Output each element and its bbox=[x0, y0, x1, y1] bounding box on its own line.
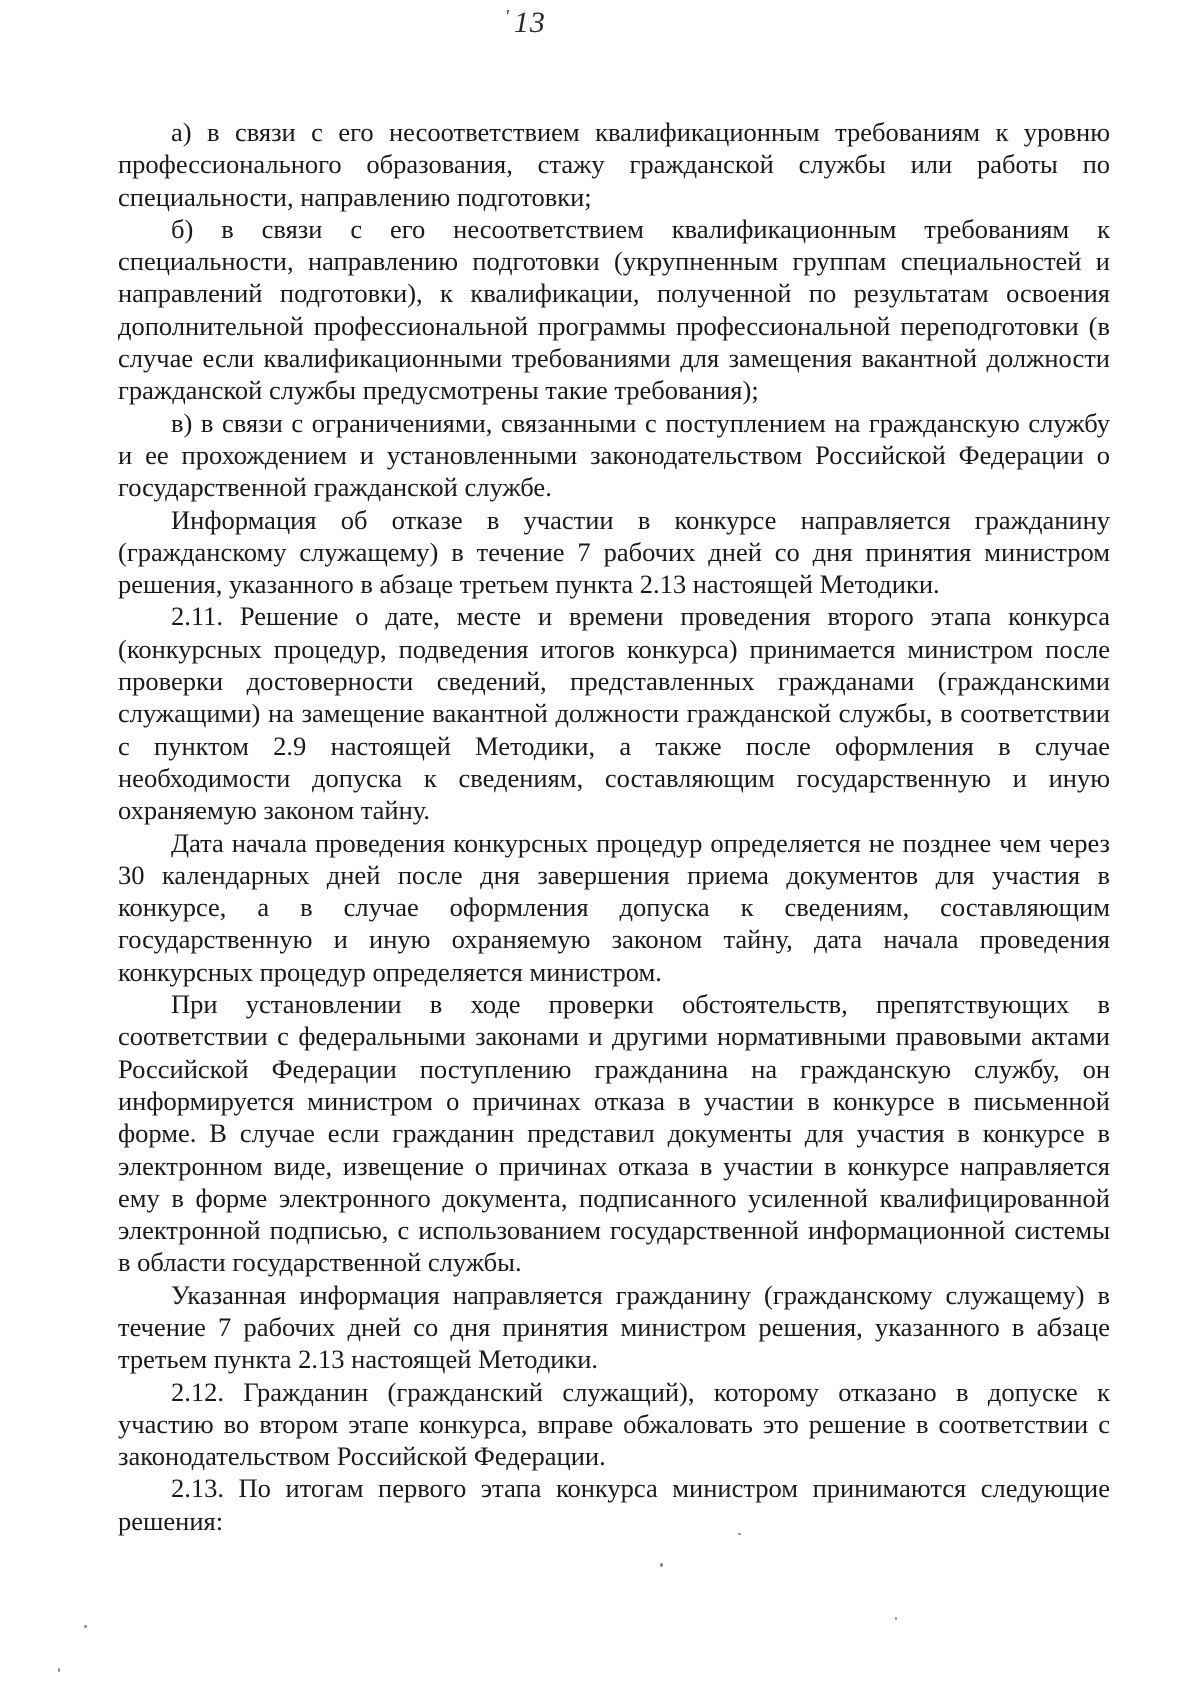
scan-speck bbox=[738, 1533, 741, 1535]
paragraph-refusal-info: Информация об отказе в участии в конкурсе направляется гражданину (гражданскому служащему) в течение 7 рабочих дней со дня принятия министром решения, указанного в абзаце третьем пункта 2.13 настоящей Методики. bbox=[118, 504, 1110, 600]
document-body bbox=[118, 116, 1110, 1537]
scan-speck bbox=[660, 1563, 663, 1567]
page-number bbox=[505, 6, 546, 40]
paragraph-info-sent: Указанная информация направляется гражданину (гражданскому служащему) в течение 7 рабочих дней со дня принятия министром решения, указанного в абзаце третьем пункта 2.13 настоящей Методики. bbox=[118, 1279, 1110, 1375]
scan-speck bbox=[58, 1668, 60, 1672]
paragraph-2-12: 2.12. Гражданин (гражданский служащий), которому отказано в допуске к участию во втором этапе конкурса, вправе обжаловать это решение в соответствии с законодательством Российской Федерации. bbox=[118, 1376, 1110, 1472]
paragraph-b: б) в связи с его несоответствием квалификационным требованиям к специальности, направлению подготовки (укрупненным группам специальностей и направлений подготовки), к квалификации, полученной по результатам освоения дополнительной профессиональной программы профессиональной переподготовки (в случае если квалификационными требованиями для замещения вакантной должности гражданской службы предусмотрены такие требования); bbox=[118, 213, 1110, 406]
paragraph-circumstances: При установлении в ходе проверки обстоятельств, препятствующих в соответствии с федеральными законами и другими нормативными правовыми актами Российской Федерации поступлению гражданина на гражданскую службу, он информируется министром о причинах отказа в участии в конкурсе в письменной форме. В случае если гражданин представил документы для участия в конкурсе в электронном виде, извещение о причинах отказа в участии в конкурсе направляется ему в форме электронного документа, подписанного усиленной квалифицированной электронной подписью, с использованием государственной информационной системы в области государственной службы. bbox=[118, 989, 1110, 1278]
paragraph-start-date: Дата начала проведения конкурсных процедур определяется не позднее чем через 30 календарных дней после дня завершения приема документов для участия в конкурсе, а в случае оформления допуска к сведениям, составляющим государственную и иную охраняемую законом тайну, дата начала проведения конкурсных процедур определяется министром. bbox=[118, 827, 1110, 987]
scan-speck bbox=[84, 1625, 87, 1628]
page-number-value: 13 bbox=[513, 6, 546, 39]
paragraph-v: в) в связи с ограничениями, связанными с поступлением на гражданскую службу и ее прохождением и установленными законодательством Российской Федерации о государственной гражданской службе. bbox=[118, 407, 1110, 503]
paragraph-a: а) в связи с его несоответствием квалификационным требованиям к уровню профессионального образования, стажу гражданской службы или работы по специальности, направлению подготовки; bbox=[118, 117, 1110, 212]
scan-speck bbox=[895, 1617, 897, 1620]
paragraph-2-13: 2.13. По итогам первого этапа конкурса министром принимаются следующие решения: bbox=[118, 1473, 1110, 1536]
paragraph-2-11: 2.11. Решение о дате, месте и времени проведения второго этапа конкурса (конкурсных процедур, подведения итогов конкурса) принимается министром после проверки достоверности сведений, представленных гражданами (гражданскими служащими) на замещение вакантной должности гражданской службы, в соответствии с пунктом 2.9 настоящей Методики, а также после оформления в случае необходимости допуска к сведениям, составляющим государственную и иную охраняемую законом тайну. bbox=[118, 601, 1110, 826]
page-number-tick-mark: ' bbox=[505, 6, 510, 26]
